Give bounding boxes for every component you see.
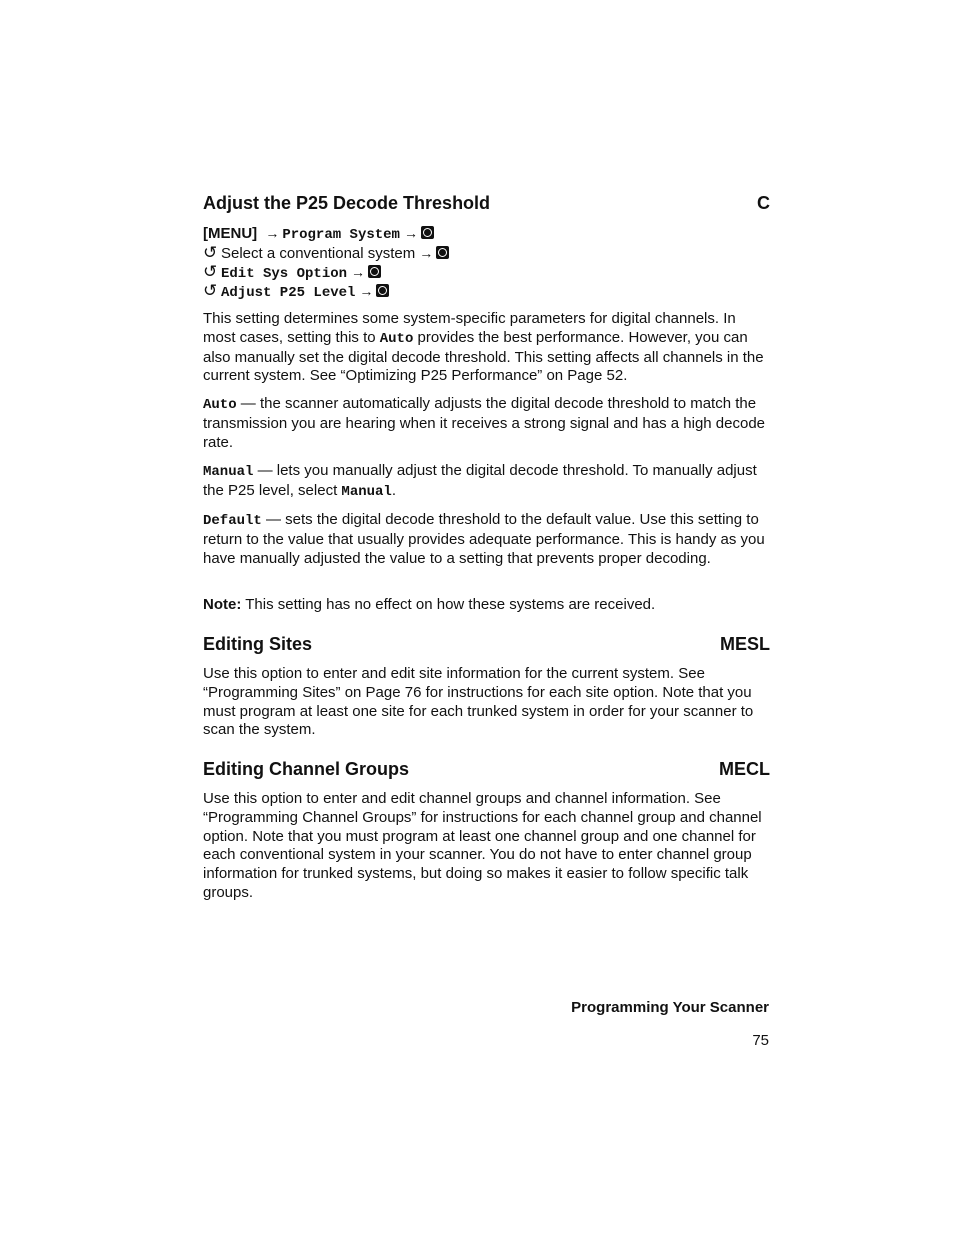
text-run: Use this option to enter and edit channel groups and channel information. See “Programming Channel Groups” for instructions for each channel group and channel option. Note that you must program at least one channel group and one channel for each conventional system in your scanner. You do not have to enter channel group information for trunked systems, but doing so makes it easier to follow specific talk groups.	[203, 790, 762, 901]
nav-step-label: Select a conventional system	[221, 245, 416, 262]
text-run: .	[391, 481, 397, 499]
scroll-knob-press-icon	[436, 246, 449, 259]
note-label: Note:	[203, 596, 242, 613]
section-title: Editing Sites	[203, 634, 313, 654]
text-run: Use this option to enter and edit site information for the current system. See “Programming Sites” on Page 76 for instructions for each site option. Note that you must program at least one site for each trunked system in order for your scanner to scan the system.	[203, 665, 754, 739]
section-code: MECL	[719, 759, 770, 779]
section-title: Adjust the P25 Decode Threshold	[203, 193, 491, 213]
channel-groups-paragraph	[203, 790, 770, 903]
nav-step-label: Program System	[282, 227, 400, 243]
nav-step-1	[203, 224, 434, 245]
option-description: — the scanner automatically adjusts the digital decode threshold to match the transmission you are hearing when it receives a strong signal and has a high decode rate.	[203, 395, 766, 451]
default-option-paragraph	[203, 511, 770, 568]
scroll-knob-press-icon	[376, 284, 389, 297]
section-heading-p25	[203, 193, 770, 214]
right-arrow-icon: →	[265, 225, 280, 241]
page-number: 75	[752, 1032, 769, 1049]
right-arrow-icon: →	[351, 264, 366, 280]
option-description: — sets the digital decode threshold to the default value. Use this setting to return to the value that usually provides adequate performance. This is handy as you have manually adjusted the value to a setting that prevents proper decoding.	[203, 511, 765, 567]
auto-option-paragraph	[203, 395, 770, 452]
right-arrow-icon: →	[403, 225, 418, 241]
manual-option-paragraph	[203, 462, 770, 502]
inline-code: Manual	[341, 483, 392, 500]
intro-paragraph	[203, 310, 770, 386]
option-description: — lets you manually adjust the digital decode threshold. To manually adjust the P25 level, select	[203, 462, 757, 499]
sites-paragraph	[203, 665, 770, 740]
section-code: C	[757, 193, 770, 213]
rotate-knob-icon: ↺	[203, 262, 218, 281]
section-heading-sites	[203, 634, 770, 655]
right-arrow-icon: →	[359, 283, 374, 299]
text-run: provides the best performance. However, you can also manually set the digital decode threshold. This setting affects all channels in the current system. See “Optimizing P25 Performance” on Page 52.	[203, 328, 764, 385]
inline-code: Auto	[379, 330, 414, 347]
rotate-knob-icon: ↺	[203, 281, 218, 300]
option-term: Manual	[203, 464, 254, 480]
section-heading-channel-groups	[203, 759, 770, 780]
scroll-knob-press-icon	[421, 226, 434, 239]
right-arrow-icon: →	[419, 245, 434, 261]
nav-step-4	[203, 281, 389, 303]
note-paragraph	[203, 596, 770, 615]
section-title: Editing Channel Groups	[203, 759, 409, 779]
scroll-knob-press-icon	[368, 265, 381, 278]
rotate-knob-icon: ↺	[203, 243, 218, 262]
nav-step-2	[203, 243, 449, 263]
running-footer-title: Programming Your Scanner	[571, 999, 769, 1016]
note-text: This setting has no effect on how these systems are received.	[245, 596, 656, 613]
option-term: Auto	[203, 397, 237, 413]
text-run: This setting determines some system-specific parameters for digital channels. In most cases, setting this to	[203, 310, 736, 346]
nav-step-label: Edit Sys Option	[221, 266, 348, 282]
option-term: Default	[203, 513, 262, 529]
section-code: MESL	[719, 634, 770, 654]
nav-step-label: Adjust P25 Level	[221, 285, 356, 301]
menu-key-label: [MENU]	[203, 225, 258, 242]
